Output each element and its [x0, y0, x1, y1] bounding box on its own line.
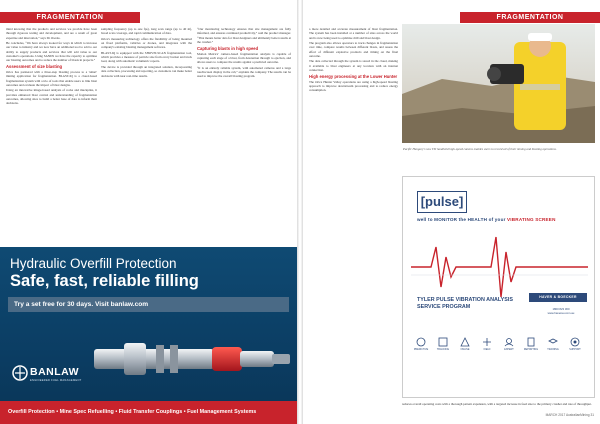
pulse-contact-info[interactable]: 1800 823 300 www.haverau.com.au [547, 307, 575, 316]
section-header: FRAGMENTATION [0, 12, 140, 23]
left-page [0, 0, 297, 424]
section-header: FRAGMENTATION [460, 12, 600, 23]
paragraph: Orica's measuring technology offers the flexibility of being mounted on fixed platforms, vehicles or drones, and integrates with the company's existing blasting management software. [101, 36, 192, 50]
ad-tagline: Safe, fast, reliable filling [10, 272, 199, 290]
article-column-1 [309, 27, 398, 415]
banlaw-advertisement[interactable] [0, 247, 297, 424]
feature-icon-online: ONLINE [455, 337, 475, 351]
paragraph: The device is provided through an integrated solution, incorporating data collection, processing and reporting, so customers can make better decisions with near real-time results. [101, 64, 192, 78]
subheading: Capturing blasts in high speed [197, 45, 259, 51]
paragraph: reduces overall operating costs with a thorough pattern expansion, with a targeted increase in feed size to the primary crusher and rate of throughput. [402, 402, 592, 406]
feature-icon-support: SUPPORT [565, 337, 585, 351]
paragraph: The Orica Hunter Valley operations are using a high-speed blasting approach to improve downstream processing and to reduce energy consumption. [309, 79, 398, 93]
pulse-headline [417, 217, 592, 222]
ad-title: Hydraulic Overfill Protection [10, 256, 177, 271]
pulse-logo: [pulse] [417, 191, 467, 213]
paragraph: mind knowing that the products and services we provide have been through rigorous testing and development, and are a result of great expertise and innovation,” says Dr Owens. [6, 27, 97, 40]
page-folio: MARCH 2017 AustralianMining 31 [545, 413, 594, 417]
pulse-service-title: TYLER PULSE VIBRATION ANALYSIS SERVICE PROGRAM [417, 297, 513, 310]
ad-footer-product-list: Overfill Protection • Mine Spec Refuelling • Fluid Transfer Couplings • Fuel Management Systems [0, 401, 297, 424]
camera-operator-photo [402, 24, 595, 143]
article-column-1 [6, 27, 97, 244]
paragraph: “Our monitoring technology ensures that site management are fully informed, and ensures continued productivity,” said the product manager. “That means better data for blast designers and ultimately better results at the crusher.” [197, 27, 291, 44]
pulse-advertisement[interactable] [402, 176, 595, 398]
feature-icon-tracking: TRACKING [433, 337, 453, 351]
paragraph: “It is an entirely reliable system, with automated cameras and a large touchscreen display in the cab,” explains the company. The results can be used to improve the overall blasting program. [197, 65, 291, 79]
ad-logo-wordmark: BANLAW [30, 366, 80, 378]
feature-icon-predictive: PREDICTIVE [411, 337, 431, 351]
paragraph: Using an innovative image-based analysis of rocks and muckpiles, it provides enhanced blast control and understanding of fragmentation outcomes, allowing sites to build a better base of data to inform their decisions. [6, 88, 97, 106]
photo-caption: Pacific Hungary's new TSI handheld high-speed camera enables users to record all of their mining and blasting operations. [403, 147, 557, 151]
subheading: High energy processing at the Lower Hunter [309, 73, 398, 79]
article-column-3 [197, 27, 291, 244]
paragraph: a more detailed and accurate measurement of blast fragmentation. The system has been installed at a number of sites across the world and is now being used to optimise drill and blast design. [309, 27, 398, 40]
paragraph: Orica has partnered with a three-step blasting process to a 'smart' mining application for fragmentation. BLAST-IQ is a cloud-based fragmentation system with a trio of tools that enable users to link blast outcomes and evaluate the impact of blast designs. [6, 70, 97, 87]
ad-cta-banner[interactable]: Try a set free for 30 days. Visit banlaw.com [8, 297, 289, 312]
ad-logo-subtitle: ENGINEERED FUEL MANAGEMENT [30, 379, 82, 382]
feature-icon-training: TRAINING [543, 337, 563, 351]
pulse-headline-prefix: well [417, 217, 427, 222]
feature-icon-expert: EXPERT [499, 337, 519, 351]
feature-icon-field: FIELD [477, 337, 497, 351]
subheading: Assessment of size blasting [6, 64, 63, 70]
nozzle-product-photo [84, 323, 294, 395]
pulse-headline-text: to MONITOR the HEALTH of your [427, 217, 506, 222]
pulse-headline-accent: VIBRATING SCREEN [507, 217, 556, 222]
paragraph: The data collected through the system is stored in the cloud, making it available to blast engineers at any location with an internet connection. [309, 59, 398, 73]
vibration-wave-graphic [411, 227, 588, 337]
paragraph: He concludes, “We have always looked for ways in which to increase our value to industry and we now have an additional tool to add to our ability to supply products and services that will add value to our customer's operations. Using SANDS we have the capacity to optimise our blasting outcomes and to reduce the number of blasts in projects.” [6, 41, 97, 63]
paragraph: Motion Metrics' camera-based fragmentation analysis is capable of capturing each stage of a blast, from detonation through to ejection, and allows users to compare the results against a predicted outcome. [197, 51, 291, 65]
paragraph: The program also allows operators to track changes in fragmentation over time, compare results between different blasts, and assess the effect of different explosive products and timing on the final outcome. [309, 41, 398, 58]
right-page [303, 0, 600, 424]
pulse-feature-icons [411, 337, 588, 357]
paragraph: sampling frequency (up to one fps), long scan range (up to 40 m), broad scan coverage, and rapid communication of data. [101, 27, 192, 36]
feature-icon-reporting: REPORTING [521, 337, 541, 351]
paragraph: BLAST-IQ is equipped with the SHOVELSCAN fragmentation tool, which provides a measure of particle size from every bucket and truck load, along with automatic volumetric reports. [101, 50, 192, 64]
haver-boecker-brand: HAVER & BOECKER [529, 293, 587, 302]
article-column-2 [101, 27, 192, 244]
article-column-2 [402, 402, 595, 412]
